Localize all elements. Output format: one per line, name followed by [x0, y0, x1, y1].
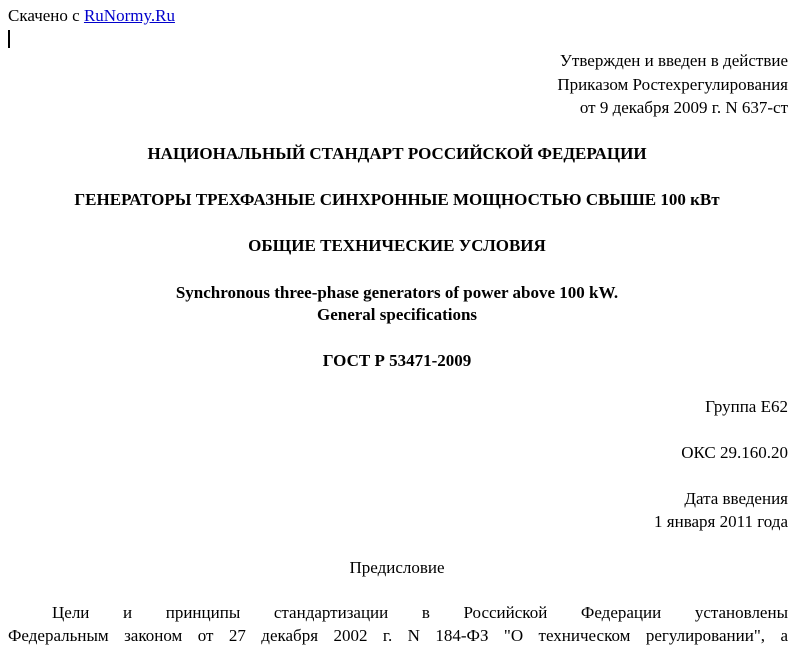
approval-line-3: от 9 декабря 2009 г. N 637-ст — [579, 98, 788, 117]
intro-date-value: 1 января 2011 года — [654, 512, 788, 531]
standard-title-en-line-1: Synchronous three-phase generators of power above 100 kW. — [175, 283, 619, 302]
foreword-heading: Предисловие — [349, 558, 445, 577]
source-link[interactable]: RuNormy.Ru — [83, 6, 175, 25]
intro-date-label: Дата введения — [684, 489, 788, 508]
oks-code: ОКС 29.160.20 — [681, 443, 788, 462]
gost-number: ГОСТ Р 53471-2009 — [322, 351, 472, 370]
download-source — [8, 6, 175, 26]
text-cursor — [8, 30, 10, 48]
approval-line-2: Приказом Ростехрегулирования — [557, 75, 788, 94]
foreword-paragraph-line-2: Федеральным законом от 27 декабря 2002 г. N 184-ФЗ "О техническом регулировании", а — [8, 626, 788, 645]
approval-line-1: Утвержден и введен в действие — [559, 51, 788, 70]
standard-title-ru: ГЕНЕРАТОРЫ ТРЕХФАЗНЫЕ СИНХРОННЫЕ МОЩНОСТЬЮ СВЫШЕ 100 кВт — [74, 190, 720, 209]
download-source-prefix: Скачено с — [8, 6, 80, 25]
standard-title-en-line-2: General specifications — [316, 305, 478, 324]
foreword-paragraph-line-1: Цели и принципы стандартизации в Российской Федерации установлены — [52, 603, 788, 622]
classification-group: Группа Е62 — [705, 397, 788, 416]
standard-subtitle-ru: ОБЩИЕ ТЕХНИЧЕСКИЕ УСЛОВИЯ — [248, 236, 546, 255]
national-standard-heading: НАЦИОНАЛЬНЫЙ СТАНДАРТ РОССИЙСКОЙ ФЕДЕРАЦИИ — [147, 144, 647, 163]
